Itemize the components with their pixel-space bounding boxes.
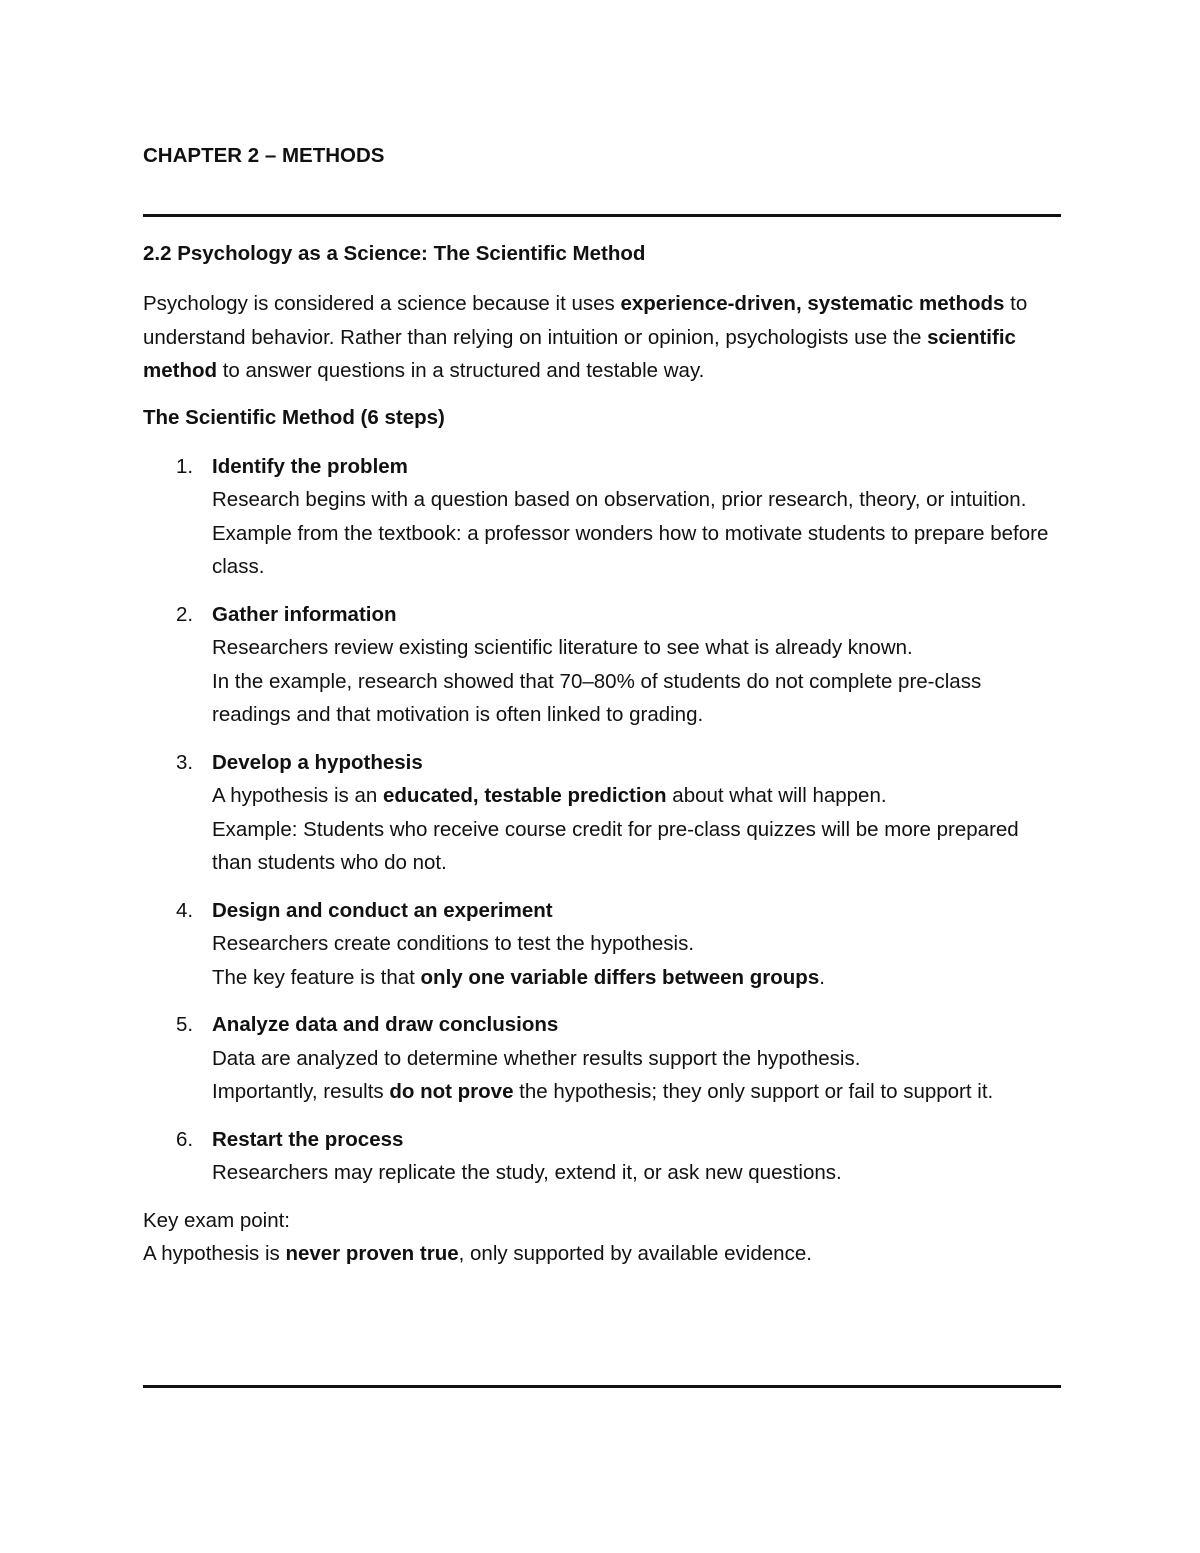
intro-text-1: Psychology is considered a science because it uses (143, 292, 621, 315)
step-title: Design and conduct an experiment (212, 898, 553, 922)
step-text: Data are analyzed to determine whether results support the hypothesis. (212, 1046, 861, 1070)
step-title: Analyze data and draw conclusions (212, 1013, 559, 1036)
intro-paragraph (143, 287, 1063, 388)
step-text-part: about what will happen. (666, 784, 887, 807)
section-title: 2.2 Psychology as a Science: The Scientific Method (143, 242, 646, 265)
key-exam-text (143, 1237, 1063, 1271)
key-exam-point (143, 1204, 1063, 1271)
step-text: Example from the textbook: a professor wonders how to motivate students to prepare before class. (212, 521, 1049, 578)
step-text (212, 1075, 1063, 1109)
step-number: 3. (176, 750, 194, 774)
step-text: Example: Students who receive course credit for pre-class quizzes will be more prepared than students who do not. (212, 817, 1019, 874)
step-item-5 (143, 1008, 1063, 1109)
step-number: 2. (176, 602, 194, 626)
key-exam-label: Key exam point: (143, 1208, 290, 1232)
step-number: 1. (176, 454, 194, 478)
step-title: Gather information (212, 602, 397, 626)
step-number: 6. (176, 1127, 194, 1151)
key-exam-part: A hypothesis is (143, 1242, 286, 1265)
step-number: 5. (176, 1013, 194, 1036)
step-item-3 (143, 746, 1063, 880)
step-number: 4. (176, 898, 194, 922)
key-exam-bold: never proven true (285, 1242, 459, 1265)
step-item-2 (143, 598, 1063, 732)
intro-bold-2: scientific method (143, 325, 1016, 382)
step-title: Develop a hypothesis (212, 750, 423, 774)
step-item-6 (143, 1123, 1063, 1190)
step-text-bold: only one variable differs between groups (420, 965, 820, 989)
bottom-divider (143, 1385, 1061, 1388)
step-text-part: Importantly, results (212, 1080, 390, 1103)
step-text-part: The key feature is that (212, 965, 421, 989)
step-title: Identify the problem (212, 454, 408, 478)
step-text: Research begins with a question based on observation, prior research, theory, or intuition. (212, 488, 1027, 511)
step-item-4 (143, 894, 1063, 995)
content-body (143, 239, 1063, 1271)
intro-text-2: to understand behavior. Rather than relying on intuition or opinion, psychologists use the (143, 292, 1028, 349)
step-text: Researchers review existing scientific literature to see what is already known. (212, 636, 913, 659)
step-text-bold: educated, testable prediction (382, 784, 667, 807)
step-item-1 (143, 450, 1063, 584)
step-text (212, 961, 1063, 995)
step-text-bold: do not prove (389, 1080, 514, 1103)
top-divider (143, 214, 1061, 217)
step-text-part: A hypothesis is an (212, 784, 383, 807)
intro-bold-1: experience-driven, systematic methods (620, 292, 1005, 315)
step-title: Restart the process (212, 1127, 404, 1151)
steps-title: The Scientific Method (6 steps) (143, 405, 445, 429)
intro-text-3: to answer questions in a structured and testable way. (217, 359, 705, 382)
step-text: In the example, research showed that 70–80% of students do not complete pre-class readings and that motivation is often linked to grading. (212, 669, 982, 726)
steps-list (143, 450, 1063, 1190)
step-text: Researchers may replicate the study, extend it, or ask new questions. (212, 1161, 842, 1184)
step-text-part: the hypothesis; they only support or fail to support it. (513, 1080, 994, 1103)
step-text (212, 779, 1063, 813)
key-exam-part: , only supported by available evidence. (458, 1242, 812, 1265)
step-text: Researchers create conditions to test the hypothesis. (212, 932, 695, 955)
chapter-heading: CHAPTER 2 – METHODS (143, 144, 385, 167)
step-text-part: . (819, 965, 825, 989)
